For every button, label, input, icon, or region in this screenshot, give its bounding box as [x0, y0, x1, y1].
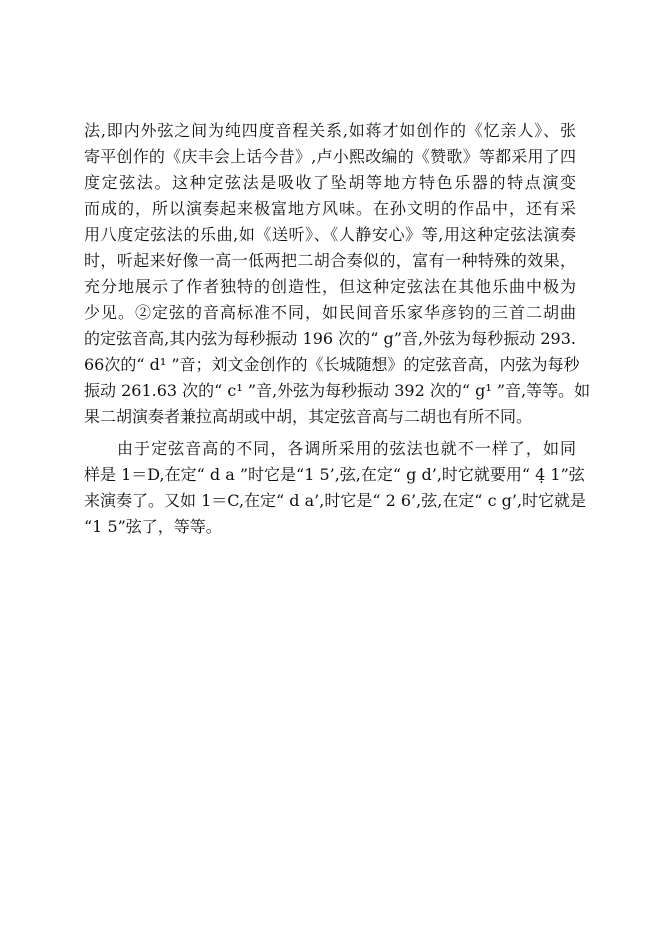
text-line: 时，听起来好像一高一低两把二胡合奏似的，富有一种特殊的效果，	[84, 251, 576, 270]
text-line: 66次的“ d¹ ”音；刘文金创作的《长城随想》的定弦音高，内弦为每秒	[84, 355, 580, 374]
text-line: 样是 1＝D,在定“ d a ”时它是“1 5’,弦,在定“ g d’,时它就要用“ 4̣ 1”弦	[84, 465, 585, 484]
text-line: 来演奏了。又如 1＝C,在定“ d a’,时它是“ 2 6’,弦,在定“ c g’,时它就是	[84, 491, 587, 510]
text-line: 充分地展示了作者独特的创造性，但这种定弦法在其他乐曲中极为	[84, 277, 576, 296]
text-line: 法,即内外弦之间为纯四度音程关系,如蒋才如创作的《忆亲人》、张	[84, 121, 576, 140]
paragraph	[84, 436, 587, 540]
text-line: 由于定弦音高的不同，各调所采用的弦法也就不一样了，如同	[117, 439, 576, 458]
text-line: 寄平创作的《庆丰会上话今昔》,卢小熙改编的《赞歌》等都采用了四	[84, 147, 576, 166]
text-line: 度定弦法。这种定弦法是吸收了坠胡等地方特色乐器的特点演变	[84, 173, 576, 192]
text-line: 振动 261.63 次的“ c¹ ”音,外弦为每秒振动 392 次的“ g¹ ”音,等等。如	[84, 381, 591, 400]
text-line: 果二胡演奏者兼拉高胡或中胡，其定弦音高与二胡也有所不同。	[84, 407, 533, 426]
text-line: 的定弦音高,其内弦为每秒振动 196 次的“ g”音,外弦为每秒振动 293.	[84, 329, 576, 348]
paragraph	[84, 118, 591, 430]
text-line: 用八度定弦法的乐曲,如《送听》、《人静安心》等,用这种定弦法演奏	[84, 225, 576, 244]
text-line: 而成的，所以演奏起来极富地方风味。在孙文明的作品中，还有采	[84, 199, 576, 218]
body-text	[84, 118, 591, 540]
text-line: 少见。②定弦的音高标准不同，如民间音乐家华彦钧的三首二胡曲	[84, 303, 576, 322]
text-line: “1 5”弦了，等等。	[84, 517, 222, 536]
